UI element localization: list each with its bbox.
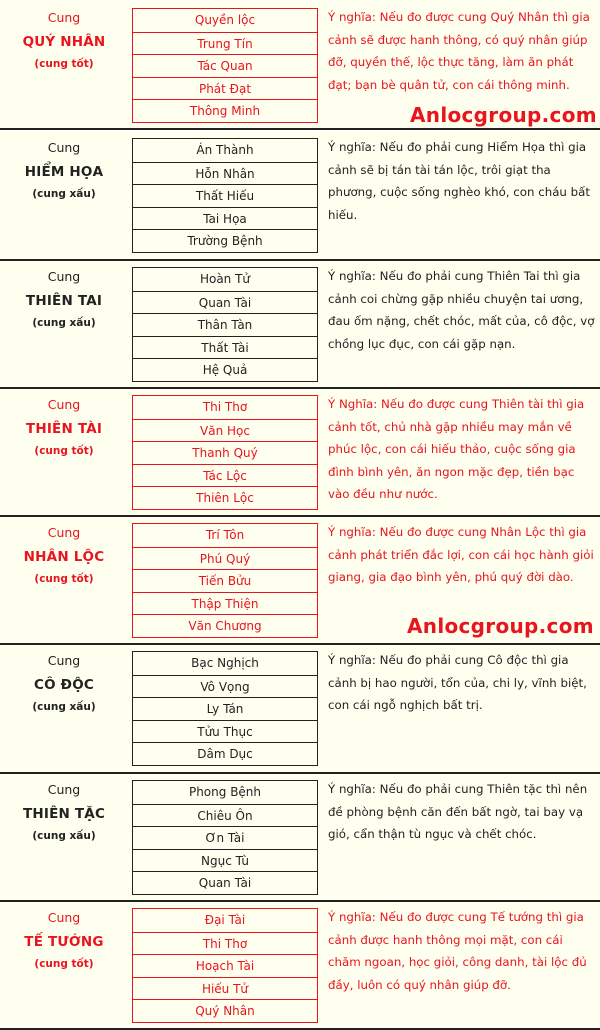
sub-item: Vô Vọng [133,675,317,698]
section-co-doc [0,643,600,774]
section-thien-tai [0,387,600,517]
sub-item: Ngục Tù [133,849,317,872]
meaning-text: Ý nghĩa: Nếu đo được cung Tế tướng thì gia cảnh được hanh thông mọi mặt, con cái chăm ngoan, học giỏi, công danh, tài lộc đủ đầy, luôn có quý nhân giúp đỡ. [328,910,587,992]
watermark-text: Anlocgroup.com [410,103,597,127]
cung-name: THIÊN TÀI [25,421,103,437]
sub-item: Chiêu Ôn [133,804,317,827]
sub-items-list [132,651,318,766]
watermark-text: Anlocgroup.com [407,614,594,638]
cung-label: Cung [47,782,81,797]
sub-item: Quý Nhân [133,999,317,1022]
sub-items-list [132,908,318,1023]
cung-kind: (cung tốt) [34,445,94,457]
cung-name: HIỂM HỌA [24,164,104,180]
sub-item: Thông Minh [133,99,317,122]
section-thien-tai [0,259,600,389]
sub-item: Văn Chương [133,614,317,637]
cung-name: THIÊN TAI [25,293,103,309]
sub-item: Quyền lộc [194,13,256,27]
cung-name: CÔ ĐỘC [34,677,94,693]
cung-kind: (cung tốt) [34,958,94,970]
meaning-text: Ý nghĩa: Nếu đo được cung Quý Nhân thì gia cảnh sẽ được hanh thông, có quý nhân giúp đỡ, quyền thế, lộc thực tăng, làm ăn phát đạt; bạn bè quân tử, con cái thông minh. [328,10,590,92]
sub-item: Ơn Tài [133,826,317,849]
sub-items-list [132,138,318,253]
sub-item: Văn Học [133,419,317,442]
meaning-text: Ý nghĩa: Nếu đo phải cung Hiểm Họa thì gia cảnh sẽ bị tán tài tán lộc, trôi giạt tha phương, cuộc sống nghèo khó, con cháu bất hiếu. [328,140,591,222]
sub-item: Quan Tài [133,291,317,314]
sub-item: Hiếu Tử [133,977,317,1000]
cung-label: Cung [47,269,81,284]
sub-item: Thất Hiếu [133,184,317,207]
sub-item: Hoạch Tài [133,954,317,977]
sub-item: Tai Họa [133,207,317,230]
sub-item: Thiên Lộc [133,486,317,509]
sub-items-list [132,523,318,638]
cung-kind: (cung tốt) [34,58,94,70]
cung-kind: (cung xấu) [32,701,96,713]
sub-item: Quan Tài [133,871,317,894]
sub-item: Tiến Bửu [133,569,317,592]
sub-item: Hỗn Nhân [133,162,317,185]
cung-name: THIÊN TẶC [22,806,106,822]
sub-items-list [132,8,318,123]
sub-item: Thập Thiện [133,592,317,615]
meaning-text: Ý nghĩa: Nếu đo phải cung Thiên tặc thì nên đề phòng bệnh căn đến bất ngờ, tai bay vạ gió, cẩn thận tù ngục và chết chóc. [328,782,588,841]
sub-items-list [132,267,318,382]
sub-item: Thi Thơ [202,400,248,414]
sub-item: Tửu Thục [133,720,317,743]
cung-name: NHÂN LỘC [23,549,105,565]
meaning-text: Ý Nghĩa: Nếu đo được cung Thiên tài thì gia cảnh tốt, chủ nhà gặp nhiều may mắn về phúc lộc, con cái hiếu thảo, cuộc sống gia đình bình yên, ăn ngon mặc đẹp, tiền bạc vào đều như nước. [328,397,585,501]
cung-kind: (cung xấu) [32,830,96,842]
sub-item: Đại Tài [204,913,246,927]
section-thien-tac [0,772,600,902]
sub-item: Tác Quan [133,54,317,77]
sub-items-list [132,395,318,510]
sub-item: Phú Quý [133,547,317,570]
sub-item: Bạc Nghịch [191,656,259,670]
sub-item: Trung Tín [133,32,317,55]
sub-item: Thất Tài [133,336,317,359]
sub-item: Tác Lộc [133,464,317,487]
cung-label: Cung [47,525,81,540]
sub-item: Dâm Dục [133,742,317,765]
section-te-tuong [0,900,600,1030]
meaning-text: Ý nghĩa: Nếu đo phải cung Thiên Tai thì gia cảnh coi chừng gặp nhiều chuyện tai ương, đau ốm nặng, chết chóc, mất của, cô độc, vợ chồng lục đục, con cái gặp nạn. [328,269,595,351]
cung-kind: (cung xấu) [32,317,96,329]
sub-item: Phát Đạt [133,77,317,100]
sub-item: Hoàn Tử [199,272,251,286]
sub-item: Hệ Quả [133,358,317,381]
sub-item: Ly Tán [133,697,317,720]
cung-label: Cung [47,397,81,412]
sub-items-list [132,780,318,895]
sub-item: Thân Tàn [133,313,317,336]
cung-label: Cung [47,653,81,668]
sub-item: Thi Thơ [133,932,317,955]
meaning-text: Ý nghĩa: Nếu đo phải cung Cô độc thì gia cảnh bị hao người, tổn của, chi ly, vĩnh biệt, con cái ngỗ nghịch bất trị. [328,653,587,712]
cung-label: Cung [47,910,81,925]
sub-item: Phong Bệnh [188,785,262,799]
cung-label: Cung [47,140,81,155]
sub-item: Trường Bệnh [133,229,317,252]
cung-name: QUÝ NHÂN [22,34,106,50]
cung-kind: (cung xấu) [32,188,96,200]
sub-item: Án Thành [196,143,254,157]
section-hiem-hoa [0,130,600,261]
cung-label: Cung [47,10,81,25]
cung-name: TẾ TƯỚNG [24,934,104,950]
cung-kind: (cung tốt) [34,573,94,585]
meaning-text: Ý nghĩa: Nếu đo được cung Nhân Lộc thì gia cảnh phát triển đắc lợi, con cái học hành giỏi giang, gia đạo bình yên, phú quý đời dào. [328,525,594,584]
sub-item: Thanh Quý [133,441,317,464]
sub-item: Trí Tôn [205,528,245,542]
